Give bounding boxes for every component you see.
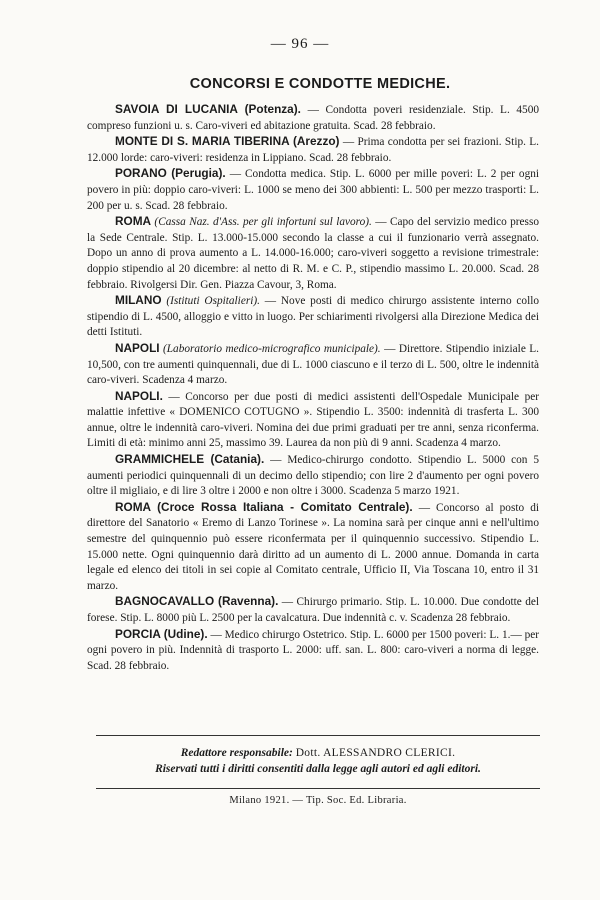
entry-subtitle: (Istituti Ospitalieri). <box>161 295 260 308</box>
list-item <box>87 627 539 675</box>
entry-body: — Condotta poveri residenziale. Stip. L. 4500 compreso funzioni u. s. Caro-viveri ed abitazione gratuita. Scad. 28 febbraio. <box>87 104 539 132</box>
entry-heading: MILANO <box>115 293 162 308</box>
list-item <box>87 214 539 293</box>
entry-heading: NAPOLI. <box>115 388 163 403</box>
divider <box>96 735 540 736</box>
entry-heading: GRAMMICHELE (Catania). <box>115 452 265 467</box>
editor-name: Dott. ALESSANDRO CLERICI. <box>295 747 456 759</box>
entry-heading: ROMA <box>115 214 152 229</box>
list-item <box>87 341 539 389</box>
editor-label: Redattore responsabile: <box>180 747 293 759</box>
entry-body: — Capo del servizio medico presso la Sede Centrale. Stip. L. 13.000-15.000 secondo la classe a cui il funzionario verrà assegnato. Dopo un anno di prova aumento a L. 14.000-16.000; caro-viveri soggetto a revisione trimestrale: doppio stipendio al 20 dicembre: al netto di R. M. e C. P., stipendio massimo L. 20.000. Scad. 28 febbraio. Rivolgersi Dir. Gen. Piazza Cavour, 3, Roma. <box>87 216 539 291</box>
entry-list <box>87 102 539 674</box>
entry-heading: MONTE DI S. MARIA TIBERINA (Arezzo) <box>115 134 340 149</box>
list-item <box>87 594 539 626</box>
list-item <box>87 134 539 166</box>
entry-subtitle: (Laboratorio medico-micrografico municipale). <box>159 342 381 355</box>
entry-body: — Condotta medica. Stip. L. 6000 per mille poveri: L. 2 per ogni povero in più: doppio caro-viveri: L. 1000 se meno dei 300 abbienti: L. 500 per mezzo trasporti: L. 200 per u. s. Scad. 28 febbraio. <box>87 168 540 212</box>
entry-body: — Chirurgo primario. Stip. L. 10.000. Due condotte del forese. Stip. L. 8000 più L. 2500 per la cavalcatura. Due indennità c. v. Scadenza 28 febbraio. <box>87 596 539 624</box>
entry-heading: PORCIA (Udine). <box>115 626 208 641</box>
printer-line: Milano 1921. — Tip. Soc. Ed. Libraria. <box>229 795 407 806</box>
list-item <box>87 452 539 500</box>
entry-heading: NAPOLI <box>115 340 160 355</box>
entry-body: — Nove posti di medico chirurgo assistente interno collo stipendio di L. 4500, alloggio e vitto in luogo. Per schiarimenti rivolgersi alla Direzione Medica dei detti Istituti. <box>87 295 539 339</box>
entry-body: — Concorso al posto di direttore del Sanatorio « Eremo di Lanzo Torinese ». La nomina sarà per cinque anni e nell'ultimo semestre del quinquennio può essere riconfermata per il quinquennio successivo. Stipendio L. 15.000 nette. Ogni quinquennio darà diritto ad un aumento di L. 2000 annue. Domanda in carta legale ed elenco dei titoli in sei copie al Comitato centrale, Ufficio II, Via Toscana 10, entro il 31 marzo. <box>87 501 539 592</box>
entry-body: — Medico chirurgo Ostetrico. Stip. L. 6000 per 1500 poveri: L. 1.— per ogni povero in più. Indennità di trasporto L. 2000: uff. san. L. 800: caro-viveri a norma di legge. Scad. 28 febbraio. <box>87 628 540 672</box>
page-number: — 96 — <box>270 36 330 52</box>
entry-body: — Direttore. Stipendio iniziale L. 10,500, con tre aumenti quinquennali, due di L. 1000 ciascuno e il terzo di L. 500, oltre le indennità caro-viveri. Scadenza 4 marzo. <box>87 342 540 387</box>
entry-body: — Medico-chirurgo condotto. Stipendio L. 5000 con 5 aumenti periodici quinquennali di un decimo dello stipendio; con lire 2 d'aumento per ogni povero oltre il migliaio, e di lire 3 oltre i 2000 e non oltre i 3000. Scadenza 5 marzo 1921. <box>87 454 540 498</box>
divider <box>96 788 540 789</box>
entry-heading: SAVOIA DI LUCANIA (Potenza). <box>115 102 301 116</box>
entry-body: — Concorso per due posti di medici assistenti dell'Ospedale Municipale per malattie infettive « DOMENICO COTUGNO ». Stipendio L. 3500: indennità di trasferta L. 300 annue, oltre le indennità caro-viveri. Nomina dei due primi graduati per tre anni, senza riconferma. Limiti di età: minimo anni 25, massimo 39. Laurea da non più di 9 anni. Scadenza 4 marzo. <box>87 390 539 450</box>
entry-body: — Prima condotta per sei frazioni. Stip. L. 12.000 lorde: caro-viveri: residenza in Lippiano. Scad. 28 febbraio. <box>87 136 539 164</box>
list-item <box>87 500 539 595</box>
entry-heading: ROMA (Croce Rossa Italiana - Comitato Centrale). <box>115 499 413 514</box>
entry-heading: PORANO (Perugia). <box>115 166 226 181</box>
editor-line <box>96 745 540 761</box>
list-item <box>87 293 539 341</box>
rights-notice: Riservati tutti i diritti consentiti dalla legge agli autori ed agli editori. <box>155 763 481 775</box>
list-item <box>87 102 539 134</box>
section-title: CONCORSI E CONDOTTE MEDICHE. <box>189 76 451 92</box>
list-item <box>87 389 539 452</box>
list-item <box>87 166 539 214</box>
entry-subtitle: (Cassa Naz. d'Ass. per gli infortuni sul lavoro). <box>151 216 372 229</box>
entry-heading: BAGNOCAVALLO (Ravenna). <box>115 594 279 609</box>
credits <box>96 745 540 777</box>
